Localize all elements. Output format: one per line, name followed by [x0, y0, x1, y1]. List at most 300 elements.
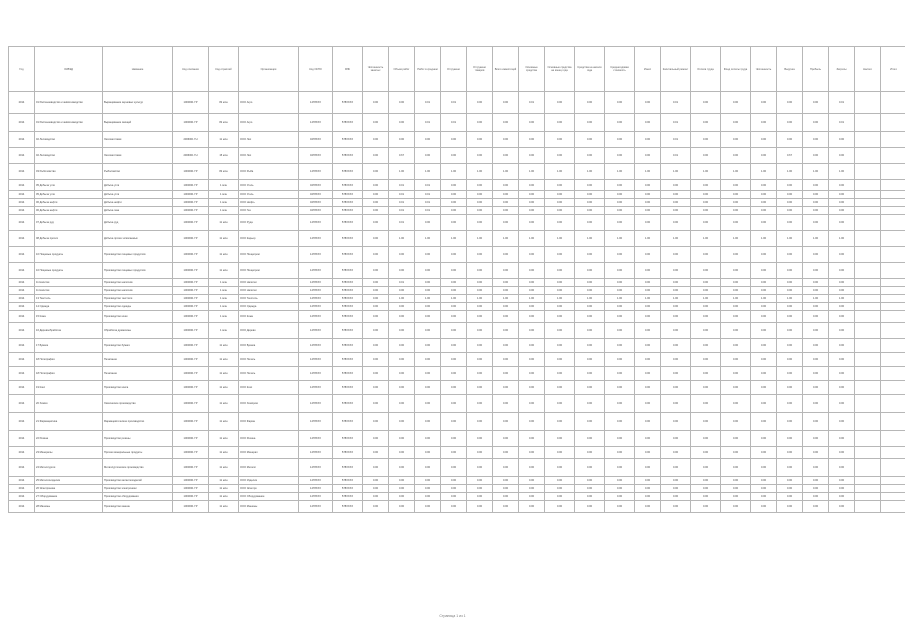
- table-cell: 0.00: [605, 132, 635, 148]
- table-cell: 1 млн: [209, 311, 239, 323]
- table-cell: 0.00: [415, 413, 441, 431]
- table-cell: Печатание: [103, 353, 173, 367]
- table-cell: 0.00: [519, 413, 545, 431]
- table-cell: 1.00: [575, 164, 605, 180]
- table-cell: [855, 485, 881, 493]
- table-cell: 27 Оборудование: [35, 493, 103, 501]
- table-cell: ООО Уголь: [239, 180, 299, 191]
- table-cell: 1000001 ГР: [173, 303, 209, 311]
- column-header: Численность занятых: [363, 47, 389, 92]
- table-cell: 11 млн: [209, 367, 239, 381]
- table-cell: ООО Лес: [239, 132, 299, 148]
- table-cell: 1478XXX: [299, 92, 333, 114]
- table-cell: 0.00: [721, 395, 751, 413]
- table-cell: ООО Агро: [239, 114, 299, 132]
- table-cell: 0.00: [721, 367, 751, 381]
- table-cell: 1478XXX: [299, 367, 333, 381]
- table-cell: [881, 493, 905, 501]
- table-cell: 0.00: [575, 367, 605, 381]
- table-cell: ООО Текстиль: [239, 295, 299, 303]
- table-cell: 0.00: [605, 199, 635, 207]
- table-cell: [881, 247, 905, 263]
- table-cell: 0.00: [415, 303, 441, 311]
- table-cell: 1478XXX: [299, 493, 333, 501]
- table-cell: ООО Металл: [239, 459, 299, 477]
- table-cell: ООО Оборудование: [239, 493, 299, 501]
- table-cell: 06 Добыча нефти: [35, 199, 103, 207]
- table-cell: 578XXXX: [333, 477, 363, 485]
- table-body: [9, 92, 905, 513]
- table-cell: 0.00: [363, 92, 389, 114]
- table-cell: 0.00: [721, 353, 751, 367]
- table-cell: 0.00: [363, 311, 389, 323]
- table-cell: 0.00: [363, 287, 389, 295]
- table-cell: 0.00: [721, 485, 751, 493]
- table-cell: 0.00: [635, 303, 661, 311]
- table-cell: 0.00: [575, 501, 605, 513]
- table-cell: [881, 395, 905, 413]
- table-cell: 05 Добыча угля: [35, 180, 103, 191]
- table-cell: 0.00: [441, 395, 467, 413]
- table-cell: 0.00: [415, 367, 441, 381]
- table-cell: 0.00: [493, 215, 519, 231]
- table-cell: 0.00: [545, 353, 575, 367]
- table-cell: [855, 303, 881, 311]
- table-row: [9, 413, 905, 431]
- table-cell: ООО Кожа: [239, 311, 299, 323]
- table-cell: 0.00: [519, 381, 545, 395]
- table-cell: 0.01: [389, 207, 415, 215]
- table-cell: 0.00: [467, 148, 493, 164]
- table-cell: 0.00: [363, 199, 389, 207]
- table-cell: Производство бумаги: [103, 339, 173, 353]
- table-cell: [855, 323, 881, 339]
- table-cell: 0.00: [415, 431, 441, 447]
- table-cell: 0.00: [493, 279, 519, 287]
- table-cell: 0.00: [777, 180, 803, 191]
- table-cell: [855, 287, 881, 295]
- table-cell: 1.00: [661, 295, 691, 303]
- table-cell: 0.00: [493, 199, 519, 207]
- table-cell: 0.00: [441, 431, 467, 447]
- table-cell: 1478XXX: [299, 447, 333, 459]
- table-cell: 0.00: [545, 413, 575, 431]
- column-header: Средства на начало года: [575, 47, 605, 92]
- table-cell: 0.00: [519, 199, 545, 207]
- table-cell: 1.00: [389, 231, 415, 247]
- table-cell: 0.00: [575, 413, 605, 431]
- table-cell: 1 млн: [209, 191, 239, 199]
- table-cell: 0.00: [467, 311, 493, 323]
- table-cell: 0.00: [661, 459, 691, 477]
- table-cell: 0.00: [803, 367, 829, 381]
- table-cell: 0.00: [721, 459, 751, 477]
- table-cell: [881, 191, 905, 199]
- table-cell: [881, 199, 905, 207]
- table-cell: 0.00: [661, 215, 691, 231]
- table-cell: 0.00: [575, 132, 605, 148]
- table-cell: ООО Фарма: [239, 413, 299, 431]
- table-cell: 11 млн: [209, 413, 239, 431]
- table-cell: 1000001 ГР: [173, 287, 209, 295]
- column-header: Отгружено товаров: [467, 47, 493, 92]
- column-header: Код ОКПО: [299, 47, 333, 92]
- table-cell: 0.00: [467, 431, 493, 447]
- table-cell: Печатание: [103, 367, 173, 381]
- table-cell: 0.00: [721, 199, 751, 207]
- table-cell: 0.00: [751, 431, 777, 447]
- table-cell: Производство металлоизделий: [103, 477, 173, 485]
- table-cell: [881, 339, 905, 353]
- table-cell: 0.00: [829, 485, 855, 493]
- table-cell: 0.01: [661, 148, 691, 164]
- table-cell: 0.00: [575, 323, 605, 339]
- table-cell: 0478XXX: [299, 199, 333, 207]
- table-cell: 0.00: [389, 447, 415, 459]
- table-cell: [881, 295, 905, 303]
- table-cell: 1000001 ГР: [173, 459, 209, 477]
- table-cell: 0.00: [493, 367, 519, 381]
- table-cell: 0.00: [605, 92, 635, 114]
- table-cell: 0.00: [829, 447, 855, 459]
- table-cell: 0.00: [803, 132, 829, 148]
- table-cell: 2014: [9, 215, 35, 231]
- table-cell: 0.00: [363, 477, 389, 485]
- table-cell: 0.00: [777, 199, 803, 207]
- table-cell: 2014: [9, 447, 35, 459]
- table-cell: 0.00: [721, 311, 751, 323]
- table-cell: 0.00: [751, 353, 777, 367]
- table-cell: 0.00: [441, 279, 467, 287]
- table-cell: 2014: [9, 493, 35, 501]
- table-cell: 11 млн: [209, 493, 239, 501]
- table-cell: 0.00: [441, 311, 467, 323]
- table-cell: 0.00: [467, 413, 493, 431]
- table-row: [9, 263, 905, 279]
- table-cell: 0.00: [751, 493, 777, 501]
- table-cell: 0.00: [441, 493, 467, 501]
- table-cell: [855, 459, 881, 477]
- table-cell: 0.00: [389, 323, 415, 339]
- table-cell: [855, 92, 881, 114]
- table-cell: 1.00: [751, 295, 777, 303]
- table-cell: [881, 367, 905, 381]
- table-cell: 0.00: [635, 191, 661, 199]
- table-cell: 0.00: [545, 501, 575, 513]
- table-cell: 0.00: [829, 459, 855, 477]
- table-cell: 0.00: [777, 114, 803, 132]
- table-cell: 2014: [9, 287, 35, 295]
- table-cell: [855, 263, 881, 279]
- table-cell: 578XXXX: [333, 207, 363, 215]
- table-cell: 0.00: [691, 191, 721, 199]
- table-row: [9, 180, 905, 191]
- table-row: [9, 395, 905, 413]
- table-cell: 0.00: [691, 287, 721, 295]
- table-cell: [855, 247, 881, 263]
- table-cell: 1.00: [691, 231, 721, 247]
- table-cell: 0.00: [803, 353, 829, 367]
- table-cell: 0.00: [803, 431, 829, 447]
- table-cell: 0.00: [691, 367, 721, 381]
- table-cell: 0.00: [803, 395, 829, 413]
- table-cell: 0.00: [691, 477, 721, 485]
- table-cell: 0.00: [829, 279, 855, 287]
- table-cell: 0.00: [467, 303, 493, 311]
- table-cell: 0.00: [575, 148, 605, 164]
- table-cell: 1.00: [575, 295, 605, 303]
- table-cell: 0.00: [635, 477, 661, 485]
- table-cell: 0.00: [661, 191, 691, 199]
- table-cell: 0.00: [467, 132, 493, 148]
- table-cell: 0.00: [751, 339, 777, 353]
- table-cell: ООО Уголь: [239, 191, 299, 199]
- table-cell: [881, 148, 905, 164]
- table-cell: 11 млн: [209, 339, 239, 353]
- table-cell: 0.00: [363, 263, 389, 279]
- table-cell: 0.00: [493, 413, 519, 431]
- table-cell: 0.00: [635, 339, 661, 353]
- table-cell: 0.00: [635, 247, 661, 263]
- table-cell: 0.00: [519, 247, 545, 263]
- table-cell: Металлургическое производство: [103, 459, 173, 477]
- table-cell: 0.00: [777, 191, 803, 199]
- table-cell: 2014: [9, 303, 35, 311]
- table-cell: 1.00: [661, 164, 691, 180]
- table-cell: 1.00: [829, 231, 855, 247]
- table-cell: 0.00: [661, 287, 691, 295]
- table-cell: Добыча газа: [103, 207, 173, 215]
- table-cell: 0.00: [751, 92, 777, 114]
- table-cell: 2014: [9, 353, 35, 367]
- table-row: [9, 501, 905, 513]
- table-cell: 0478XXX: [299, 180, 333, 191]
- table-cell: 0.00: [493, 303, 519, 311]
- table-cell: 0.00: [605, 493, 635, 501]
- table-cell: 1.00: [751, 231, 777, 247]
- table-cell: 17 Бумага: [35, 339, 103, 353]
- table-cell: 1.00: [829, 164, 855, 180]
- table-cell: 0.00: [661, 303, 691, 311]
- table-row: [9, 164, 905, 180]
- table-cell: ООО Нефть: [239, 199, 299, 207]
- table-cell: 0.00: [829, 477, 855, 485]
- table-cell: 0.00: [441, 501, 467, 513]
- table-cell: 1478XXX: [299, 381, 333, 395]
- table-cell: 0.00: [467, 191, 493, 199]
- table-cell: 0.00: [777, 311, 803, 323]
- table-cell: 1478XXX: [299, 485, 333, 493]
- table-cell: 1000001 ГР: [173, 164, 209, 180]
- table-cell: 0.00: [363, 279, 389, 287]
- table-cell: 1.00: [691, 164, 721, 180]
- table-cell: Рыболовство: [103, 164, 173, 180]
- table-cell: 0.00: [441, 132, 467, 148]
- table-cell: 0.00: [363, 207, 389, 215]
- table-cell: 06 Добыча нефти: [35, 207, 103, 215]
- table-cell: 0.00: [829, 263, 855, 279]
- table-cell: 0.00: [777, 493, 803, 501]
- table-cell: [855, 132, 881, 148]
- table-cell: 0.00: [721, 323, 751, 339]
- table-cell: 0.00: [389, 367, 415, 381]
- table-cell: 0.00: [467, 199, 493, 207]
- table-cell: 0.00: [829, 311, 855, 323]
- table-row: [9, 295, 905, 303]
- table-cell: Производство машин: [103, 501, 173, 513]
- table-cell: Производство текстиля: [103, 295, 173, 303]
- table-cell: 0.00: [829, 287, 855, 295]
- table-cell: 0.00: [363, 447, 389, 459]
- table-cell: 0.00: [605, 279, 635, 287]
- table-cell: 0.00: [545, 477, 575, 485]
- table-cell: [855, 501, 881, 513]
- table-cell: Производство оборудования: [103, 493, 173, 501]
- table-cell: [881, 459, 905, 477]
- table-cell: 0.00: [777, 447, 803, 459]
- table-cell: 0.00: [363, 191, 389, 199]
- table-cell: 0.00: [691, 323, 721, 339]
- table-cell: 0.00: [389, 493, 415, 501]
- table-cell: 0.00: [635, 381, 661, 395]
- table-cell: 0.01: [661, 92, 691, 114]
- table-cell: 0.00: [441, 287, 467, 295]
- table-cell: 1.00: [803, 164, 829, 180]
- table-cell: [881, 287, 905, 295]
- table-cell: 1.00: [493, 164, 519, 180]
- table-cell: [855, 447, 881, 459]
- table-cell: 0.00: [441, 459, 467, 477]
- table-cell: 0.00: [661, 199, 691, 207]
- column-header: Численность: [751, 47, 777, 92]
- table-cell: 0.00: [363, 215, 389, 231]
- table-cell: 1.00: [389, 164, 415, 180]
- column-header: ФЛК: [333, 47, 363, 92]
- table-cell: 2014: [9, 477, 35, 485]
- table-cell: ООО Агро: [239, 92, 299, 114]
- table-cell: 0.00: [635, 485, 661, 493]
- table-cell: [881, 447, 905, 459]
- table-cell: 1478XXX: [299, 431, 333, 447]
- table-cell: 11 млн: [209, 485, 239, 493]
- table-cell: 0.01: [415, 114, 441, 132]
- table-cell: 24 Металлургия: [35, 459, 103, 477]
- table-cell: 0.00: [519, 303, 545, 311]
- table-cell: 1.00: [721, 295, 751, 303]
- table-cell: 0.00: [661, 353, 691, 367]
- table-cell: 0.00: [721, 431, 751, 447]
- table-cell: 15 млн: [209, 148, 239, 164]
- column-header: ОКВЭД: [35, 47, 103, 92]
- table-cell: 1478XXX: [299, 459, 333, 477]
- table-cell: 0.00: [803, 148, 829, 164]
- table-cell: 2014: [9, 311, 35, 323]
- table-cell: 0.00: [467, 263, 493, 279]
- table-cell: 0.00: [605, 485, 635, 493]
- table-cell: 0.00: [829, 132, 855, 148]
- table-cell: Производство электроники: [103, 485, 173, 493]
- table-cell: 0.00: [605, 148, 635, 164]
- table-cell: 0.00: [545, 207, 575, 215]
- table-cell: 1000001 ГР: [173, 191, 209, 199]
- table-cell: 0.00: [575, 353, 605, 367]
- table-cell: 0.00: [721, 339, 751, 353]
- table-cell: 1.00: [777, 164, 803, 180]
- table-cell: 0.00: [545, 447, 575, 459]
- table-cell: 0.00: [389, 501, 415, 513]
- table-cell: 0.00: [545, 339, 575, 353]
- table-cell: 0.00: [721, 413, 751, 431]
- table-cell: 1000001 ГР: [173, 367, 209, 381]
- table-cell: 0.00: [415, 501, 441, 513]
- table-cell: 0.00: [467, 287, 493, 295]
- table-cell: 0.01: [389, 180, 415, 191]
- table-row: [9, 477, 905, 485]
- table-cell: [881, 92, 905, 114]
- table-cell: 0.00: [575, 199, 605, 207]
- table-cell: 0.00: [441, 148, 467, 164]
- table-cell: 1000001 ГР: [173, 247, 209, 263]
- table-cell: [855, 413, 881, 431]
- table-cell: 0.00: [751, 303, 777, 311]
- table-cell: 2014: [9, 339, 35, 353]
- table-cell: 0.00: [519, 287, 545, 295]
- table-cell: ООО Газ: [239, 207, 299, 215]
- table-cell: 10 Пищевые продукты: [35, 263, 103, 279]
- table-cell: 0.00: [661, 477, 691, 485]
- table-cell: 11 млн: [209, 231, 239, 247]
- table-cell: 0.00: [441, 247, 467, 263]
- table-cell: 0.00: [519, 501, 545, 513]
- table-cell: 1.00: [519, 231, 545, 247]
- table-cell: [855, 381, 881, 395]
- table-cell: 0.00: [751, 191, 777, 199]
- table-cell: 0.00: [415, 381, 441, 395]
- table-cell: 0.00: [751, 114, 777, 132]
- table-cell: 2014: [9, 367, 35, 381]
- table-cell: 03 Рыболовство: [35, 164, 103, 180]
- table-cell: 0.00: [751, 477, 777, 485]
- table-cell: 0.00: [575, 263, 605, 279]
- table-cell: ООО Напитки: [239, 279, 299, 287]
- table-cell: 0.00: [467, 485, 493, 493]
- table-cell: 1.00: [493, 231, 519, 247]
- table-cell: 0.00: [389, 114, 415, 132]
- table-cell: Добыча нефти: [103, 199, 173, 207]
- table-cell: 0.00: [803, 339, 829, 353]
- table-cell: 11 млн: [209, 477, 239, 485]
- table-cell: 0.00: [605, 431, 635, 447]
- table-cell: 0.00: [545, 199, 575, 207]
- table-cell: 1478XXX: [299, 263, 333, 279]
- table-cell: 0.00: [777, 303, 803, 311]
- table-cell: 0.00: [691, 92, 721, 114]
- table-cell: 0.00: [605, 339, 635, 353]
- table-cell: 0.00: [575, 191, 605, 199]
- table-cell: 0.00: [519, 447, 545, 459]
- table-cell: 0.00: [519, 279, 545, 287]
- table-cell: 15 Кожа: [35, 311, 103, 323]
- table-cell: 0.00: [389, 381, 415, 395]
- table-cell: 0.00: [691, 353, 721, 367]
- table-cell: 0.00: [661, 180, 691, 191]
- table-cell: 2014: [9, 431, 35, 447]
- table-cell: 11 млн: [209, 247, 239, 263]
- table-cell: Лесозаготовки: [103, 132, 173, 148]
- table-cell: 11 млн: [209, 459, 239, 477]
- table-cell: 0.00: [777, 323, 803, 339]
- table-cell: 0.67: [389, 148, 415, 164]
